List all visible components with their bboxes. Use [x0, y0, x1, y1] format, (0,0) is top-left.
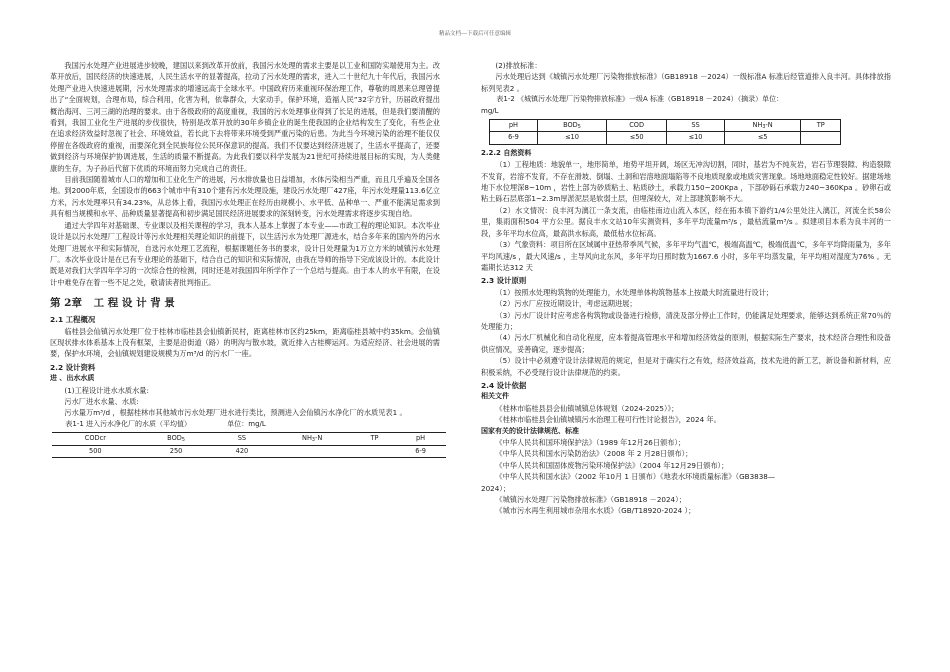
- intro-paragraph: 目前我国随着城市人口的增加和工业化生产的进展，污水排放量也日益增加，水体污染相当严重，而且几乎遍及全国各地。到2000年底，全国设市的663个城市中有310个建有污水处理设施，建设污水处理厂427座，年污水处理量113.6亿立方米，污水处理率只有34.23%，从总体上看，我国污水处理正在经历由规模小、水平低、品种单一、严重不能满足需求到具有相当规模和水平、品种质量显著提高和初步满足国民经济进展要求的深刻转变，污水处理需求将逐步实现自给。: [50, 175, 440, 219]
- table2-caption: 表1-2 《城镇污水处理厂污染物排放标准》一级A 标准（GB18918 －2024）（摘录）单位：: [496, 95, 784, 104]
- table-header-cell: $BOD_5$: [537, 120, 606, 132]
- list-item: 污水厂进水水量、水质:: [64, 396, 139, 406]
- table-cell: 250: [169, 446, 183, 455]
- subsection-heading-documents: 相关文件: [481, 392, 509, 401]
- table-header-cell: COD: [606, 120, 666, 132]
- table1-caption-text: 表1-1 进入污水净化厂的水质（平均值）: [65, 419, 192, 428]
- effluent-standard-table: [489, 119, 841, 145]
- reference-item: 《中华人民共和国水法》（2002 年10月 1 日颁布）《地表水环境质量标准》（GB3838—: [495, 472, 776, 482]
- design-principle-item: （2）污水厂应按近期设计，考虑远期进展；: [495, 299, 637, 309]
- reference-item: 《桂林市临桂县县会仙镇城镇总体规划（2024-2025）》；: [495, 403, 679, 413]
- reference-item: 《城市污水再生利用城市杂用水水质》（GB/T18920-2024 ）；: [495, 506, 696, 516]
- table-cell: 420: [235, 446, 249, 455]
- table-cell: 6-9: [415, 446, 426, 455]
- reference-item: 《中华人民共和国水污染防治法》（2008 年 2 月28日颁布）；: [495, 449, 693, 459]
- table-header-row: [52, 433, 446, 445]
- table-cell: [354, 445, 395, 457]
- reference-item: 《桂林市临桂县会仙镇城镇污水治理工程可行性讨论报告》，2024 年。: [495, 415, 721, 425]
- chapter-number: 第 2章: [50, 297, 82, 310]
- section-heading-2-4: 2.4 设计依据: [481, 380, 527, 390]
- table-cell: ≤5: [724, 132, 801, 144]
- project-overview-text: 临桂县会仙镇污水处理厂位于桂林市临桂县会仙镇新民村，距离桂林市区约25km，距离临桂县城中约35km。会仙镇区现状排水体系基本上没有框架，主要是沿街道（路）的明沟与散水坡，就近排入古桂柳运河。为适应经济、社会进展的需要，保护水环境，会仙镇规划建设规模为万m³/d 的污水厂一座。: [50, 326, 440, 359]
- table-header-cell: SS: [667, 120, 724, 132]
- table1-unit: 单位：mg/L: [227, 419, 266, 428]
- chapter-heading: [50, 296, 440, 310]
- table-header-cell: SS: [213, 433, 270, 445]
- table-row: [490, 132, 841, 144]
- table-cell: ≤10: [667, 132, 724, 144]
- section-heading-2-3: 2.3 设计原则: [481, 276, 527, 286]
- table-cell: ≤50: [606, 132, 666, 144]
- table-header-cell: $BOD_5$: [139, 433, 214, 445]
- subsection-heading-2-2-2: 2.2.2 自然资料: [481, 148, 532, 157]
- design-principle-item: （3）污水厂设计时应考虑各构筑物或设备进行检修，清洗及部分停止工作时，仍能满足处理要求，能够达到系统正常70％的处理能力；: [481, 310, 891, 331]
- intro-paragraph: 通过大学四年对基础课、专业课以及相关课程的学习，我本人基本上掌握了本专业——市政工程的理论知识。本次毕业设计是以污水处理厂工程设计等污水处理相关理论知识的前提下，以生活污水为处理厂源进水，结合多年来的国内外的污水处理厂进展水平和实际情况，自选污水处理工艺流程，根据课题任务书的要求，设计日处理量为1万立方米的城镇污水处理厂。本次毕业设计是在已有专业理论的基础下，结合自己的知识和实际情况，由我在导师的指导下完成该设计的。本此设计既是对我们大学四年学习的一次综合性的检测，同时还是对我国四年所学作了一个总结与提高。由于本人的水平有限，在设计中难免存在着一些不足之处，敬请读者批判指正。: [50, 220, 440, 287]
- table-header-cell: TP: [801, 120, 841, 132]
- section-heading-2-1: 2.1 工程概况: [50, 315, 96, 325]
- table-cell: [801, 132, 841, 144]
- subsection-heading-water-quality: 进 、出水水质: [50, 374, 95, 383]
- discharge-standard-title: (2)排放标准：: [495, 61, 542, 70]
- list-item: (1)工程设计进水水质水量:: [64, 385, 149, 395]
- table-header-cell: $NH_3-N$: [270, 433, 353, 445]
- table-header-cell: CODcr: [52, 433, 139, 445]
- influent-quality-table: [52, 432, 446, 458]
- table-cell: [270, 445, 353, 457]
- reference-item: 《中华人民共和国环境保护法》（1989 年12月26日颁布）；: [495, 438, 686, 447]
- section-heading-2-2: 2.2 设计资料: [50, 362, 96, 372]
- table-cell: ≤10: [537, 132, 606, 144]
- table-header-row: [490, 120, 841, 132]
- natural-data-paragraph: （3）气象资料：项目所在区域属中亚热带季风气候，多年平均气温℃，极端高温℃，极端低温℃，多年平均降雨量为，多年平均风速/s ，最大风速/s ，主导风向北东风，多年平均日照时数为1667.6 小时，多年平均蒸发量，年平均相对湿度为76% 。无霜期长达312 天: [481, 240, 891, 272]
- list-item: 污水量万m³/d ，根据桂林市其他城市污水处理厂进水进行类比，预测进入会仙镇污水净化厂的水质见表1 。: [64, 408, 407, 418]
- table-row: [52, 445, 446, 457]
- table2-unit: mg/L: [481, 106, 499, 115]
- natural-data-paragraph: （2）水文情况：良丰河为漓江一条支流，由临桂南边山流入本区，经在拓本镇下游约1/4公里处注入漓江，河流全长58公里，集雨面积504 平方公里。据良丰水文站10年实测资料，多年平均流量m³/s ，最枯流量m³/s 。拟建项目本系为良丰河的一段，多年平均水位高，最高洪水标高，最低枯水位标高。: [481, 205, 891, 238]
- table-cell: 6-9: [490, 132, 538, 144]
- right-column: [481, 60, 891, 517]
- subsection-heading-standards: 国家有关的设计法律规范、标准: [481, 426, 579, 435]
- table-header-cell: $NH_3-N$: [724, 120, 801, 132]
- intro-paragraph: 我国污水处理产业进展进步较晚，建国以来到改革开放前，我国污水处理的需求主要是以工业和国防实端使用为主。改革开放后，国民经济的快速进展，人民生活水平的显著提高，拉动了污水处理的需求，进入二十世纪九十年代后，我国污水处理产业进入快速进展期，污水处理需求的增速远高于全球水平。中国政府历来重视环保治理工作，尊敬的周恩来总理曾提出了“全面规划，合理布局，综合利用，化害为利，依靠群众，大家动手，保护环境，造福人民”32字方针，历届政府提出概治海河、三河三湖的治理的要求。由于各级政府的高度重视，我国的污水处理事业得到了长足的进展，但是我们要清醒的看到，我国工业化生产进展的步伐很快，特别是改革开放的30年乡镇企业的诞生使我国的企业结构发生了变化，有些企业在追求经济效益时忽视了社会、环境效益，若长此下去将带来环境受到严重污染的后患。为此当今环境污染的治理不能仅仅停留在各级政府的重视，而要深化到全民族每位公民环保意识的提高。我们不仅要达到经济进展了，生活水平提高了，还要做到经济与环境保护协调进展，生活的质量不断提高。为此我们要以科学发展为21世纪可持续进展目标的实现，为人类健康的生存，为子孙后代留下优质的环境而努力完成自己的责任。: [50, 61, 440, 173]
- table-header-cell: pH: [395, 433, 446, 445]
- table-cell: 500: [89, 446, 102, 455]
- left-column: [50, 60, 440, 461]
- discharge-standard-text: 污水处理后达到《城镇污水处理厂污染物排放标准》（GB18918 －2024）一级标准A 标准后经管道排入良丰河。具体排放指标列见表2 。: [481, 72, 891, 93]
- table-header-cell: pH: [490, 120, 538, 132]
- reference-item: 《中华人民共和国固体废物污染环境保护法》（2004 年12月29日颁布）；: [495, 460, 729, 470]
- reference-item: 《城镇污水处理厂污染物排放标准》（GB18918 －2024）；: [495, 495, 686, 505]
- design-principle-item: （4）污水厂机械化和自动化程度，应本着提高管理水平和增加经济效益的原则，根据实际生产要求，技术经济合理性和设备供应情况，妥善确定，逐步提高；: [481, 333, 891, 354]
- design-principle-item: （5）设计中必须遵守设计法律规范的规定，但是对于确实行之有效，经济效益高，技术先进的新工艺，新设备和新材料，应积极采纳，不必受现行设计法律规范的约束。: [481, 356, 891, 377]
- table-header-cell: TP: [354, 433, 395, 445]
- chapter-title: 工 程 设 计 背 景: [93, 297, 175, 310]
- page-header-note: 精品文档---下载后可任意编辑: [439, 31, 511, 37]
- design-principle-item: （1）按照水处理构筑物的处理能力，水处理单体构筑物基本上按最大时流量进行设计；: [495, 287, 774, 297]
- natural-data-paragraph: （1）工程地质：地貌单一，地形简单，地势平坦开阔，场区无冲沟切割，同时，基岩为不纯灰岩，岩石节理裂隙、构造裂隙不发育，岩溶不发育，不存在滑坡、倒塌、土洞和岩溶地面塌陷等不良地质现象或地质灾害现象。场地地面稳定性较好。据建场地地下水位埋深8~10m ，岩性上部为砂质粘土、粘质砂土，承载力150~200Kpa ，下部砂砾石承载力240~360Kpa 。砂卵石或粘土砾石层底部1~2.3m厚淤泥层是软弱土层，但埋深较大，对上部建筑影响不大。: [481, 160, 891, 204]
- reference-item-continuation: 2024）；: [481, 483, 511, 493]
- table-caption: [50, 419, 440, 430]
